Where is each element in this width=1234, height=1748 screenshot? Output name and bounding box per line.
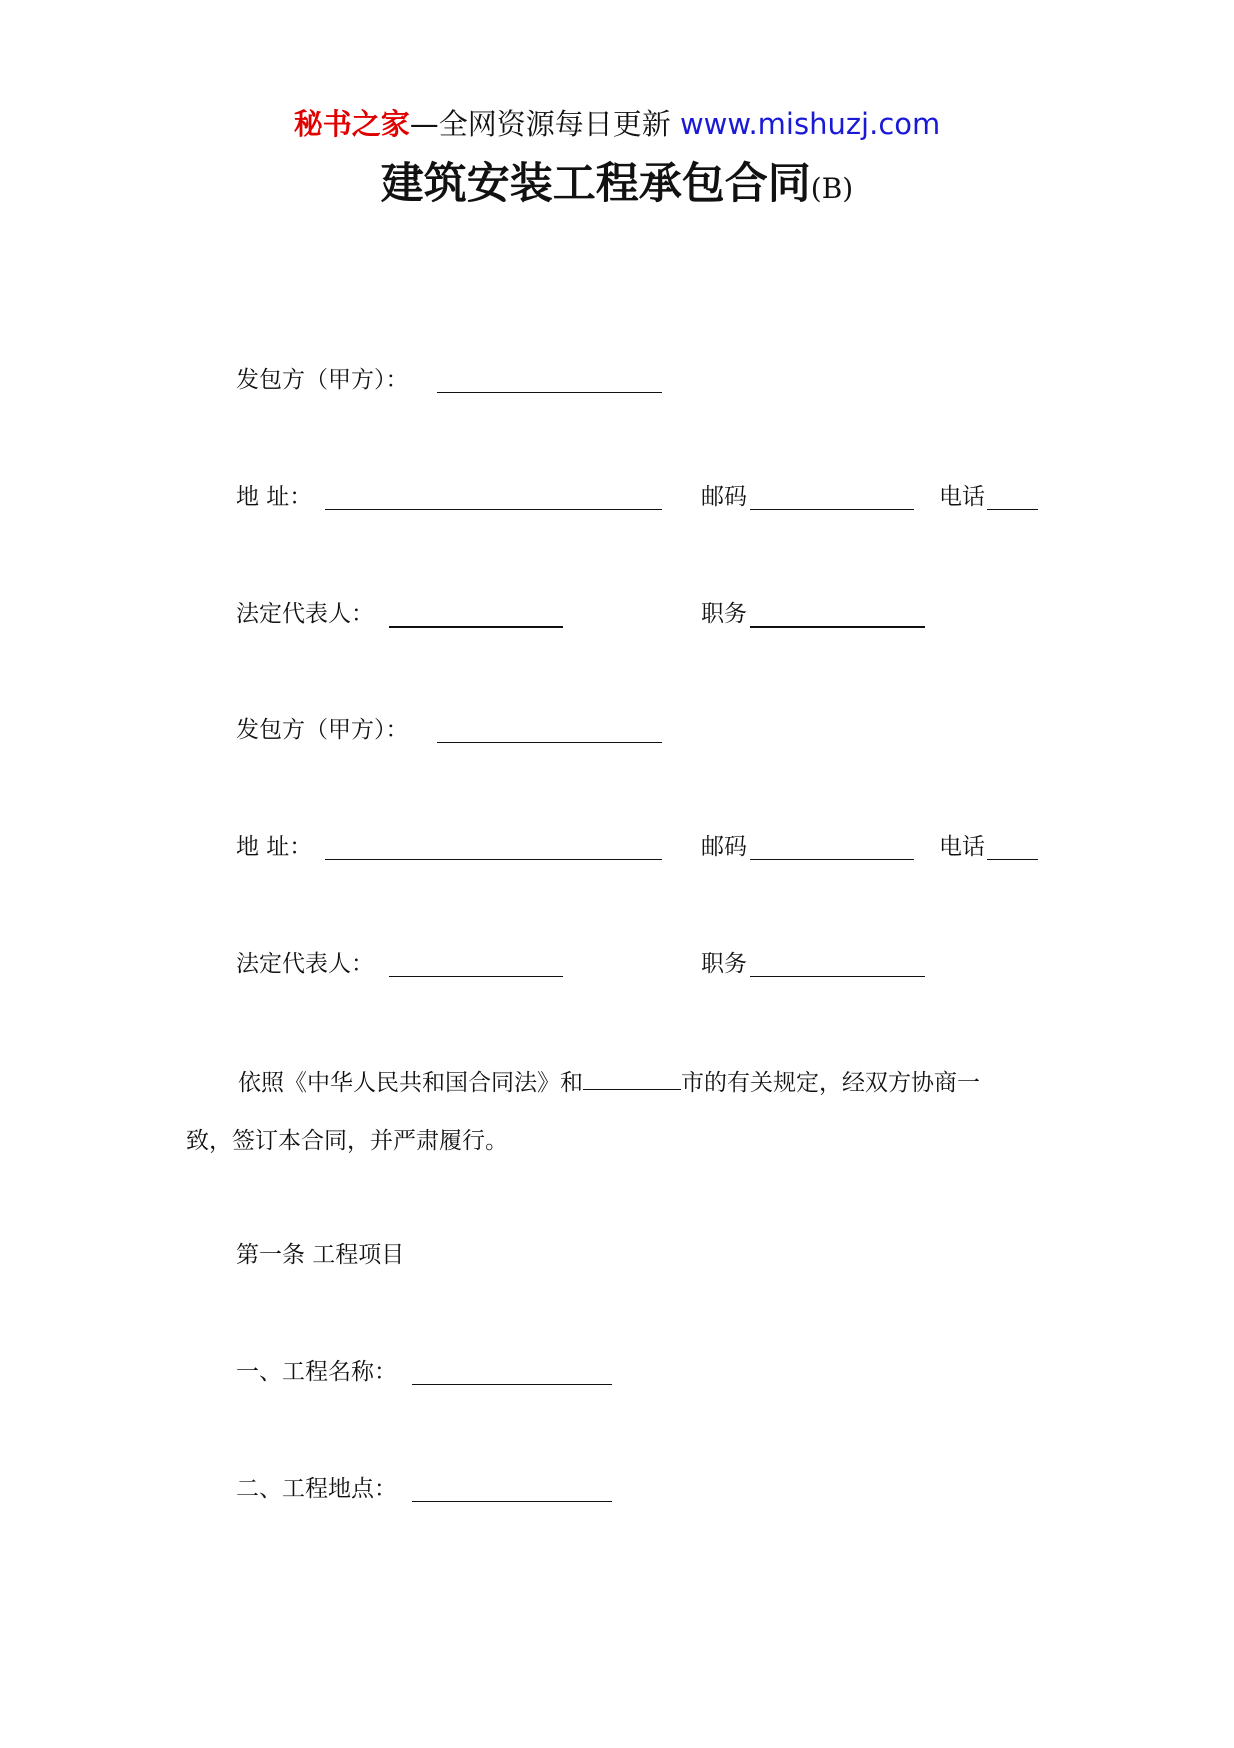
party-a-address-label: 地 址： xyxy=(236,484,313,510)
party-a-postcode-label: 邮码 xyxy=(701,484,747,510)
title-suffix: (B) xyxy=(810,172,854,205)
party-b-postcode-label: 邮码 xyxy=(701,834,747,860)
party-b-phone-field[interactable] xyxy=(987,859,1038,860)
party-a-label: 发包方（甲方）： xyxy=(236,367,409,393)
party-a-legal-rep-label: 法定代表人： xyxy=(236,601,374,627)
preamble-line-2: 致，签订本合同，并严肃履行。 xyxy=(186,1128,508,1154)
party-a-legal-rep-field[interactable] xyxy=(389,626,563,628)
project-location-field[interactable] xyxy=(412,1501,612,1502)
article-1-heading: 第一条 工程项目 xyxy=(236,1242,405,1268)
party-b-label: 发包方（甲方）： xyxy=(236,717,409,743)
party-b-position-field[interactable] xyxy=(750,976,925,977)
party-a-phone-label: 电话 xyxy=(939,484,985,510)
party-b-legal-rep-field[interactable] xyxy=(389,976,563,977)
project-location-label: 二、工程地点： xyxy=(236,1476,397,1502)
party-b-address-label: 地 址： xyxy=(236,834,313,860)
party-a-address-field[interactable] xyxy=(325,509,662,510)
project-name-label: 一、工程名称： xyxy=(236,1359,397,1385)
party-b-postcode-field[interactable] xyxy=(750,859,914,860)
document-title xyxy=(0,156,1234,217)
title-main: 建筑安装工程承包合同 xyxy=(380,159,811,209)
preamble-paragraph xyxy=(186,1054,1046,1170)
banner-brand: 秘书之家 xyxy=(293,107,410,141)
party-b-phone-label: 电话 xyxy=(939,834,985,860)
party-b-position-label: 职务 xyxy=(701,951,747,977)
party-b-name-field[interactable] xyxy=(437,742,662,743)
party-b-address-field[interactable] xyxy=(325,859,662,860)
party-a-phone-field[interactable] xyxy=(987,509,1038,510)
site-banner xyxy=(0,104,1234,144)
preamble-part-1: 依照《中华人民共和国合同法》和 xyxy=(238,1070,583,1096)
party-a-position-field[interactable] xyxy=(750,626,925,628)
party-a-postcode-field[interactable] xyxy=(750,509,914,510)
project-name-field[interactable] xyxy=(412,1384,612,1385)
preamble-line-1 xyxy=(186,1054,1046,1112)
city-field[interactable] xyxy=(583,1067,681,1090)
party-b-legal-rep-label: 法定代表人： xyxy=(236,951,374,977)
banner-slogan: —全网资源每日更新 xyxy=(409,107,671,141)
banner-url-link[interactable]: www.mishuzj.com xyxy=(679,107,941,141)
party-a-name-field[interactable] xyxy=(437,392,662,393)
party-a-position-label: 职务 xyxy=(701,601,747,627)
preamble-part-2: 市的有关规定，经双方协商一 xyxy=(681,1070,980,1096)
